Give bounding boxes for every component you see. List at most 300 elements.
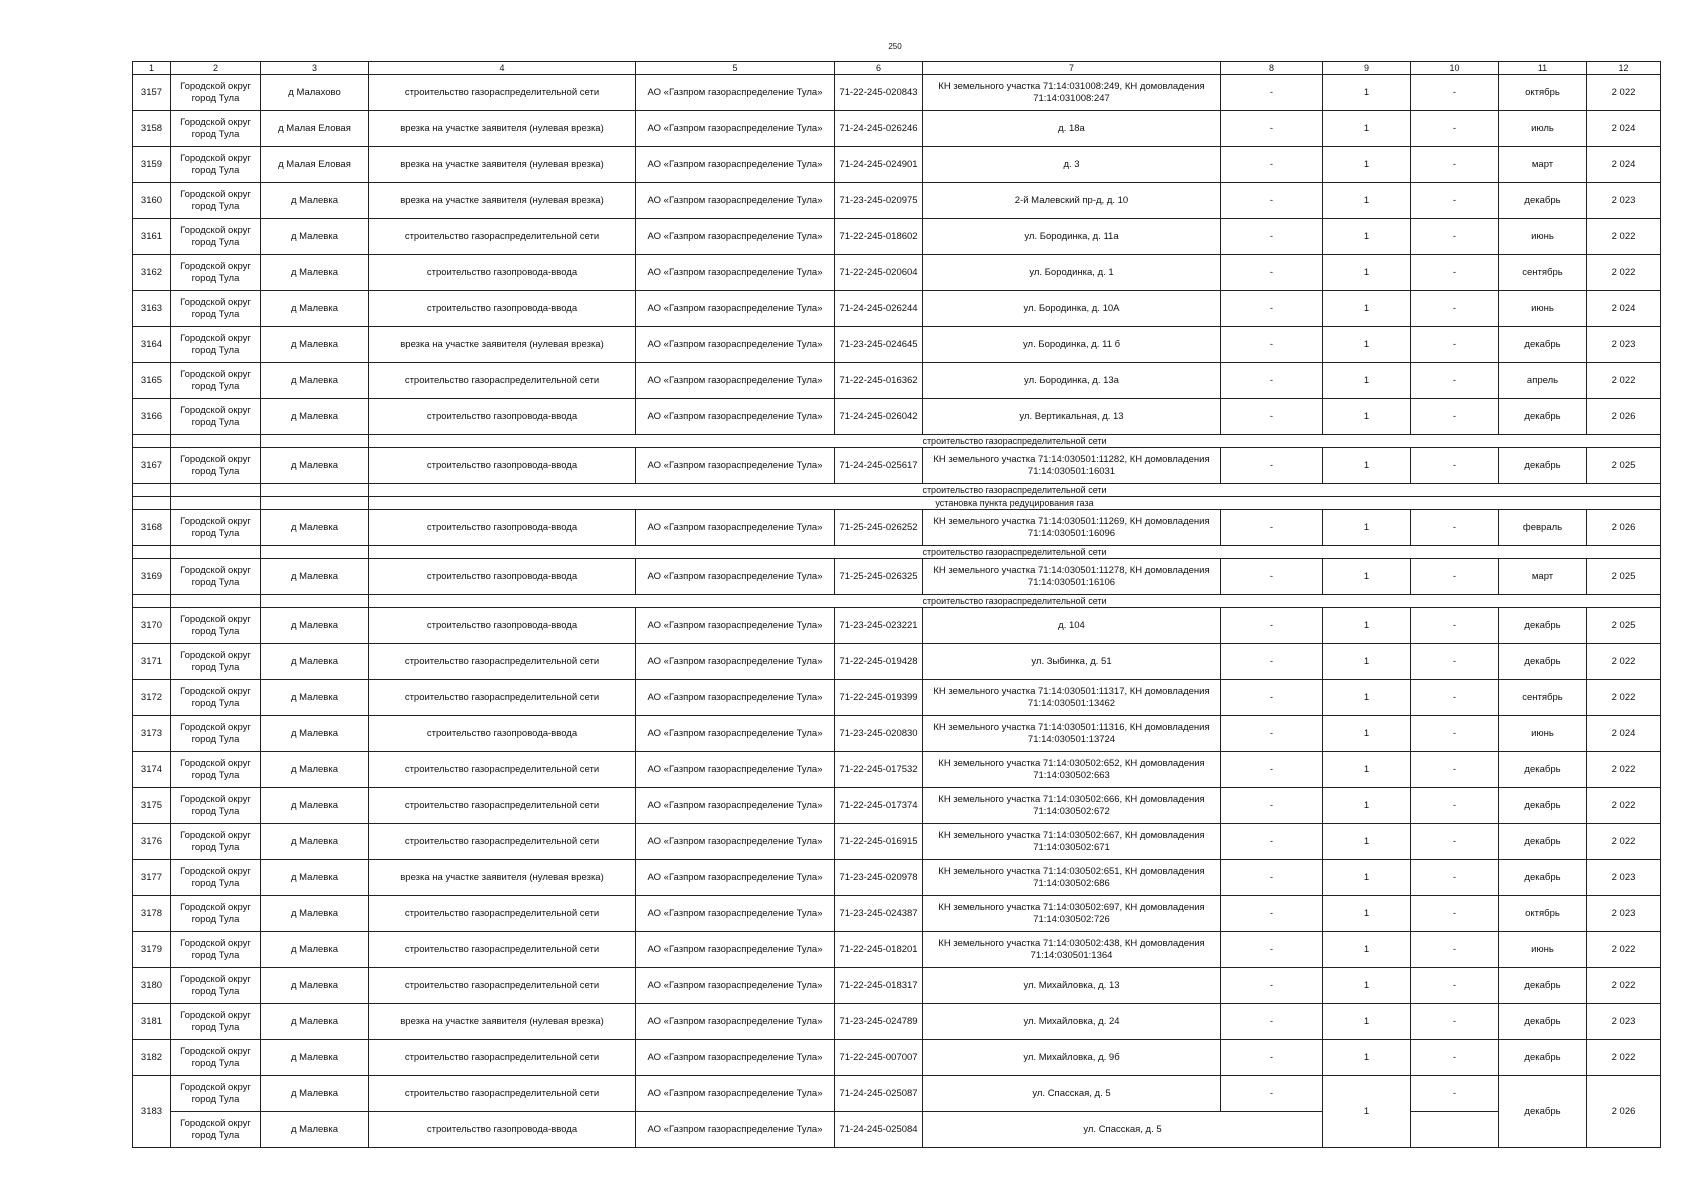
region-cell: Городской округ город Тула [171,752,261,788]
month-cell: декабрь [1499,183,1587,219]
year-cell: 2 022 [1587,752,1661,788]
col9-cell: 1 [1323,399,1411,435]
operator-cell: АО «Газпром газораспределение Тула» [636,510,835,546]
row-number: 3158 [133,111,171,147]
table-row [133,716,1661,752]
year-cell: 2 022 [1587,1040,1661,1076]
table-row [133,1040,1661,1076]
col9-cell: 1 [1323,932,1411,968]
table-row [133,510,1661,546]
col9-cell: 1 [1323,824,1411,860]
table-row [133,75,1661,111]
operator-cell: АО «Газпром газораспределение Тула» [636,75,835,111]
operator-cell: АО «Газпром газораспределение Тула» [636,752,835,788]
work-type-cell: строительство газораспределительной сети [369,363,636,399]
request-code-cell: 71-22-245-017374 [835,788,923,824]
address-cell: КН земельного участка 71:14:030502:667, КН домовладения 71:14:030502:671 [923,824,1221,860]
month-cell: март [1499,559,1587,595]
col9-cell: 1 [1323,680,1411,716]
work-type-cell: строительство газораспределительной сети [369,75,636,111]
column-header-6: 6 [835,62,923,75]
work-type-cell: строительство газопровода-ввода [369,716,636,752]
column-header-8: 8 [1221,62,1323,75]
month-cell: декабрь [1499,788,1587,824]
settlement-cell: д Малевка [261,680,369,716]
col10-cell: - [1411,680,1499,716]
year-cell: 2 024 [1587,291,1661,327]
col10-cell: - [1411,1004,1499,1040]
address-cell: д. 3 [923,147,1221,183]
row-number: 3172 [133,680,171,716]
request-code-cell: 71-23-245-020978 [835,860,923,896]
work-type-cell: строительство газораспределительной сети [369,752,636,788]
table-row [133,559,1661,595]
work-type-cell: строительство газопровода-ввода [369,608,636,644]
settlement-cell: д Малевка [261,1040,369,1076]
request-code-cell: 71-24-245-026246 [835,111,923,147]
column-header-4: 4 [369,62,636,75]
sub-row [133,497,1661,510]
settlement-cell: д Малевка [261,219,369,255]
col10-cell: - [1411,788,1499,824]
settlement-cell: д Малевка [261,327,369,363]
request-code-cell: 71-22-245-017532 [835,752,923,788]
month-cell: март [1499,147,1587,183]
header-row [133,62,1661,75]
table-row [133,448,1661,484]
address-cell: ул. Бородинка, д. 13а [923,363,1221,399]
row-number: 3164 [133,327,171,363]
sub-empty-cell [133,595,171,608]
table-row [133,860,1661,896]
col8-cell: - [1221,448,1323,484]
col8-cell: - [1221,291,1323,327]
table-row [133,399,1661,435]
col9-cell: 1 [1323,363,1411,399]
operator-cell: АО «Газпром газораспределение Тула» [636,1040,835,1076]
col8-cell: - [1221,608,1323,644]
sub-empty-cell [261,546,369,559]
col8-cell: - [1221,399,1323,435]
address-cell: КН земельного участка 71:14:030501:11317, КН домовладения 71:14:030501:13462 [923,680,1221,716]
work-type-cell: строительство газораспределительной сети [369,1076,636,1112]
col8-cell: - [1221,559,1323,595]
request-code-cell: 71-22-245-018602 [835,219,923,255]
col10-cell: - [1411,327,1499,363]
row-number: 3166 [133,399,171,435]
col10-cell: - [1411,896,1499,932]
col10-cell: - [1411,219,1499,255]
sub-row [133,595,1661,608]
settlement-cell: д Малевка [261,896,369,932]
col9-cell: 1 [1323,510,1411,546]
sub-empty-cell [261,484,369,497]
col8-cell: - [1221,896,1323,932]
row-number: 3159 [133,147,171,183]
year-cell: 2 024 [1587,147,1661,183]
col8-cell: - [1221,932,1323,968]
sub-empty-cell [261,595,369,608]
region-cell: Городской округ город Тула [171,968,261,1004]
page-number: 250 [888,42,902,51]
table-row [133,1004,1661,1040]
request-code-cell: 71-25-245-026252 [835,510,923,546]
col10-cell: - [1411,559,1499,595]
year-cell: 2 024 [1587,111,1661,147]
settlement-cell: д Малевка [261,788,369,824]
work-type-cell: строительство газопровода-ввода [369,255,636,291]
operator-cell: АО «Газпром газораспределение Тула» [636,559,835,595]
row-number: 3177 [133,860,171,896]
region-cell: Городской округ город Тула [171,183,261,219]
sub-empty-cell [261,435,369,448]
region-cell: Городской округ город Тула [171,147,261,183]
settlement-cell: д Малевка [261,1004,369,1040]
year-cell: 2 023 [1587,1004,1661,1040]
settlement-cell: д Малевка [261,399,369,435]
request-code-cell: 71-23-245-024789 [835,1004,923,1040]
col9-cell: 1 [1323,559,1411,595]
col9-cell: 1 [1323,111,1411,147]
row-number: 3160 [133,183,171,219]
region-cell: Городской округ город Тула [171,680,261,716]
year-cell: 2 024 [1587,716,1661,752]
settlement-cell: д Малевка [261,1076,369,1112]
sub-empty-cell [261,497,369,510]
sub-work-text: установка пункта редуцирования газа [369,497,1661,510]
sub-row [133,484,1661,497]
request-code-cell: 71-22-245-020604 [835,255,923,291]
sub-row [133,546,1661,559]
region-cell: Городской округ город Тула [171,510,261,546]
col10-cell: - [1411,860,1499,896]
col10-cell: - [1411,644,1499,680]
region-cell: Городской округ город Тула [171,327,261,363]
address-cell: д. 18а [923,111,1221,147]
operator-cell: АО «Газпром газораспределение Тула» [636,1112,835,1148]
region-cell: Городской округ город Тула [171,1112,261,1148]
operator-cell: АО «Газпром газораспределение Тула» [636,896,835,932]
operator-cell: АО «Газпром газораспределение Тула» [636,716,835,752]
address-cell: КН земельного участка 71:14:030502:666, КН домовладения 71:14:030502:672 [923,788,1221,824]
sub-empty-cell [171,435,261,448]
month-cell: декабрь [1499,1004,1587,1040]
col9-cell: 1 [1323,1004,1411,1040]
work-type-cell: строительство газопровода-ввода [369,1112,636,1148]
col8-cell: - [1221,327,1323,363]
operator-cell: АО «Газпром газораспределение Тула» [636,111,835,147]
table-row [133,327,1661,363]
month-cell: апрель [1499,363,1587,399]
col10-cell: - [1411,510,1499,546]
settlement-cell: д Малевка [261,932,369,968]
region-cell: Городской округ город Тула [171,788,261,824]
settlement-cell: д Малевка [261,716,369,752]
sub-row [133,435,1661,448]
column-header-9: 9 [1323,62,1411,75]
col9-cell: 1 [1323,608,1411,644]
operator-cell: АО «Газпром газораспределение Тула» [636,608,835,644]
col9-cell: 1 [1323,75,1411,111]
operator-cell: АО «Газпром газораспределение Тула» [636,448,835,484]
year-cell: 2 026 [1587,1076,1661,1148]
col10-cell: - [1411,363,1499,399]
address-cell: КН земельного участка 71:14:030502:438, КН домовладения 71:14:030501:1364 [923,932,1221,968]
year-cell: 2 022 [1587,644,1661,680]
region-cell: Городской округ город Тула [171,860,261,896]
col10-cell: - [1411,752,1499,788]
table-row [133,752,1661,788]
month-cell: декабрь [1499,752,1587,788]
address-cell: ул. Михайловка, д. 24 [923,1004,1221,1040]
table-row [133,147,1661,183]
address-cell: ул. Михайловка, д. 9б [923,1040,1221,1076]
address-cell: ул. Зыбинка, д. 51 [923,644,1221,680]
work-type-cell: врезка на участке заявителя (нулевая врезка) [369,111,636,147]
request-code-cell: 71-24-245-024901 [835,147,923,183]
month-cell: декабрь [1499,824,1587,860]
col10-cell: - [1411,1040,1499,1076]
year-cell: 2 025 [1587,559,1661,595]
col10-cell: - [1411,968,1499,1004]
row-number: 3174 [133,752,171,788]
year-cell: 2 022 [1587,363,1661,399]
settlement-cell: д Малая Еловая [261,111,369,147]
month-cell: октябрь [1499,896,1587,932]
table-row [133,1112,1661,1148]
settlement-cell: д Малевка [261,860,369,896]
month-cell: июнь [1499,219,1587,255]
settlement-cell: д Малевка [261,644,369,680]
col9-cell: 1 [1323,183,1411,219]
sub-empty-cell [171,546,261,559]
row-number: 3181 [133,1004,171,1040]
address-cell: КН земельного участка 71:14:030502:652, КН домовладения 71:14:030502:663 [923,752,1221,788]
region-cell: Городской округ город Тула [171,932,261,968]
row-number: 3157 [133,75,171,111]
work-type-cell: строительство газораспределительной сети [369,219,636,255]
request-code-cell: 71-22-245-019428 [835,644,923,680]
work-type-cell: строительство газопровода-ввода [369,559,636,595]
address-cell: КН земельного участка 71:14:031008:249, КН домовладения 71:14:031008:247 [923,75,1221,111]
col8-cell: - [1221,860,1323,896]
table-row [133,111,1661,147]
request-code-cell: 71-23-245-020975 [835,183,923,219]
address-cell: КН земельного участка 71:14:030501:11316, КН домовладения 71:14:030501:13724 [923,716,1221,752]
region-cell: Городской округ город Тула [171,1004,261,1040]
col8-cell: - [1221,255,1323,291]
sub-empty-cell [133,435,171,448]
col10-cell: - [1411,448,1499,484]
address-cell: КН земельного участка 71:14:030501:11282, КН домовладения 71:14:030501:16031 [923,448,1221,484]
col8-cell: - [1221,716,1323,752]
year-cell: 2 026 [1587,399,1661,435]
row-number: 3175 [133,788,171,824]
address-cell: КН земельного участка 71:14:030502:651, КН домовладения 71:14:030502:686 [923,860,1221,896]
region-cell: Городской округ город Тула [171,1040,261,1076]
col9-cell: 1 [1323,291,1411,327]
year-cell: 2 023 [1587,860,1661,896]
column-header-5: 5 [636,62,835,75]
table-row [133,255,1661,291]
settlement-cell: д Малевка [261,824,369,860]
address-cell: ул. Михайловка, д. 13 [923,968,1221,1004]
table-row [133,932,1661,968]
col10-cell: - [1411,291,1499,327]
request-code-cell: 71-25-245-026325 [835,559,923,595]
row-number: 3162 [133,255,171,291]
year-cell: 2 022 [1587,75,1661,111]
col9-cell: 1 [1323,255,1411,291]
operator-cell: АО «Газпром газораспределение Тула» [636,327,835,363]
table-row [133,608,1661,644]
year-cell: 2 023 [1587,327,1661,363]
sub-work-text: строительство газораспределительной сети [369,546,1661,559]
col9-cell: 1 [1323,448,1411,484]
address-cell: ул. Спасская, д. 5 [923,1112,1323,1148]
work-type-cell: врезка на участке заявителя (нулевая врезка) [369,147,636,183]
col10-cell: - [1411,399,1499,435]
request-code-cell: 71-24-245-026042 [835,399,923,435]
col9-cell: 1 [1323,1076,1411,1148]
operator-cell: АО «Газпром газораспределение Тула» [636,363,835,399]
column-header-10: 10 [1411,62,1499,75]
settlement-cell: д Малевка [261,363,369,399]
request-code-cell: 71-24-245-026244 [835,291,923,327]
operator-cell: АО «Газпром газораспределение Тула» [636,824,835,860]
col8-cell: - [1221,788,1323,824]
address-cell: ул. Бородинка, д. 1 [923,255,1221,291]
col8-cell: - [1221,147,1323,183]
operator-cell: АО «Газпром газораспределение Тула» [636,219,835,255]
month-cell: декабрь [1499,1040,1587,1076]
settlement-cell: д Малевка [261,752,369,788]
row-number: 3167 [133,448,171,484]
row-number: 3163 [133,291,171,327]
address-cell: КН земельного участка 71:14:030502:697, КН домовладения 71:14:030502:726 [923,896,1221,932]
work-type-cell: строительство газопровода-ввода [369,510,636,546]
row-number: 3173 [133,716,171,752]
table-row [133,644,1661,680]
request-code-cell: 71-22-245-020843 [835,75,923,111]
settlement-cell: д Малевка [261,559,369,595]
col10-cell [1411,1112,1499,1148]
month-cell: февраль [1499,510,1587,546]
month-cell: декабрь [1499,860,1587,896]
year-cell: 2 025 [1587,608,1661,644]
settlement-cell: д Малевка [261,291,369,327]
request-code-cell: 71-24-245-025087 [835,1076,923,1112]
col10-cell: - [1411,147,1499,183]
region-cell: Городской округ город Тула [171,716,261,752]
month-cell: декабрь [1499,608,1587,644]
region-cell: Городской округ город Тула [171,644,261,680]
row-number: 3165 [133,363,171,399]
operator-cell: АО «Газпром газораспределение Тула» [636,399,835,435]
address-cell: ул. Бородинка, д. 10А [923,291,1221,327]
region-cell: Городской округ город Тула [171,559,261,595]
region-cell: Городской округ город Тула [171,291,261,327]
address-cell: 2-й Малевский пр-д, д. 10 [923,183,1221,219]
col10-cell: - [1411,716,1499,752]
month-cell: июль [1499,111,1587,147]
col8-cell: - [1221,824,1323,860]
column-header-7: 7 [923,62,1221,75]
address-cell: КН земельного участка 71:14:030501:11269, КН домовладения 71:14:030501:16096 [923,510,1221,546]
work-type-cell: строительство газораспределительной сети [369,824,636,860]
sub-empty-cell [133,546,171,559]
address-cell: КН земельного участка 71:14:030501:11278, КН домовладения 71:14:030501:16106 [923,559,1221,595]
column-header-1: 1 [133,62,171,75]
column-header-11: 11 [1499,62,1587,75]
sub-empty-cell [171,497,261,510]
col9-cell: 1 [1323,752,1411,788]
col8-cell: - [1221,644,1323,680]
region-cell: Городской округ город Тула [171,399,261,435]
col8-cell: - [1221,363,1323,399]
table-row [133,824,1661,860]
region-cell: Городской округ город Тула [171,448,261,484]
row-number: 3183 [133,1076,171,1148]
row-number: 3180 [133,968,171,1004]
sub-empty-cell [171,484,261,497]
work-type-cell: строительство газораспределительной сети [369,788,636,824]
col10-cell: - [1411,824,1499,860]
row-number: 3178 [133,896,171,932]
operator-cell: АО «Газпром газораспределение Тула» [636,968,835,1004]
settlement-cell: д Малевка [261,448,369,484]
region-cell: Городской округ город Тула [171,111,261,147]
month-cell: июнь [1499,716,1587,752]
request-code-cell: 71-23-245-020830 [835,716,923,752]
address-cell: ул. Спасская, д. 5 [923,1076,1221,1112]
region-cell: Городской округ город Тула [171,219,261,255]
address-cell: ул. Бородинка, д. 11а [923,219,1221,255]
work-type-cell: строительство газораспределительной сети [369,968,636,1004]
col9-cell: 1 [1323,1040,1411,1076]
col10-cell: - [1411,932,1499,968]
address-cell: д. 104 [923,608,1221,644]
request-code-cell: 71-23-245-024387 [835,896,923,932]
month-cell: декабрь [1499,1076,1587,1148]
request-code-cell: 71-22-245-016362 [835,363,923,399]
table-row [133,363,1661,399]
table-row [133,291,1661,327]
address-cell: ул. Бородинка, д. 11 б [923,327,1221,363]
year-cell: 2 023 [1587,896,1661,932]
data-table [132,61,1661,1148]
region-cell: Городской округ город Тула [171,363,261,399]
work-type-cell: строительство газораспределительной сети [369,680,636,716]
sub-empty-cell [133,497,171,510]
operator-cell: АО «Газпром газораспределение Тула» [636,1004,835,1040]
col8-cell: - [1221,75,1323,111]
work-type-cell: строительство газораспределительной сети [369,1040,636,1076]
col10-cell: - [1411,1076,1499,1112]
table-row [133,968,1661,1004]
row-number: 3161 [133,219,171,255]
year-cell: 2 026 [1587,510,1661,546]
operator-cell: АО «Газпром газораспределение Тула» [636,860,835,896]
settlement-cell: д Малевка [261,183,369,219]
year-cell: 2 025 [1587,448,1661,484]
settlement-cell: д Малевка [261,608,369,644]
column-header-2: 2 [171,62,261,75]
sub-work-text: строительство газораспределительной сети [369,595,1661,608]
settlement-cell: д Малевка [261,510,369,546]
work-type-cell: строительство газораспределительной сети [369,644,636,680]
month-cell: декабрь [1499,327,1587,363]
